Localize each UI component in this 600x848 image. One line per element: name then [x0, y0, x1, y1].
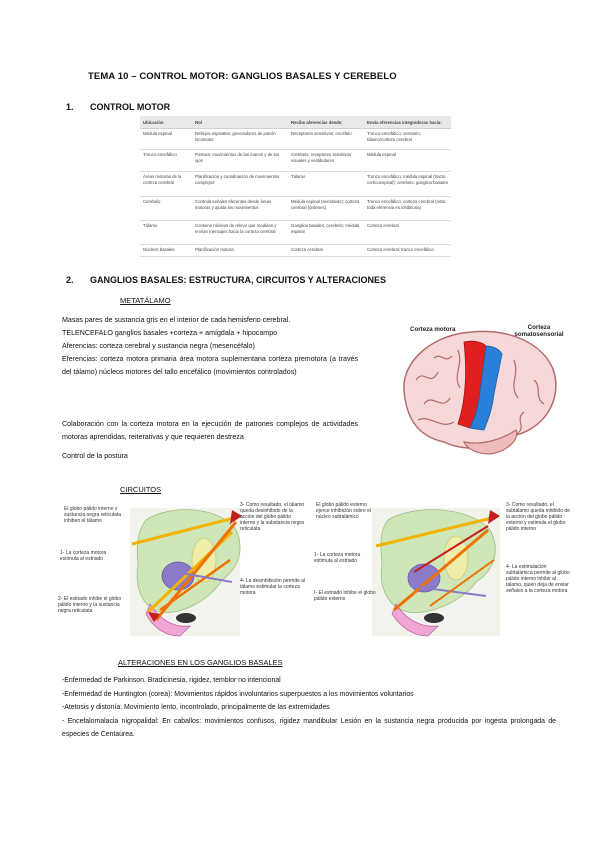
circuit-left-caption-0: El globo pálido interno y sustancia negra reticulata inhiben el tálamo [64, 506, 121, 524]
table-cell: Contiene núcleos de relevo que modulan y envían mensajes hacia la corteza cerebral [192, 221, 288, 245]
table-cell: Tálamo [140, 221, 192, 245]
circuit-right-caption-1: 1- La corteza motora estimula al estriado [314, 552, 361, 564]
table-cell: Corteza cerebral [364, 221, 451, 245]
table-row [140, 197, 451, 221]
table-cell: Áreas motoras de la corteza cerebral [140, 172, 192, 197]
brain-figure [394, 320, 564, 456]
alteraciones-list [62, 674, 556, 742]
table-row [140, 172, 451, 197]
label-motor-cortex: Corteza motora [410, 326, 456, 333]
table-row [140, 221, 451, 245]
table-cell: Cerebelo [140, 197, 192, 221]
table-cell: Tronco encefálico; cerebelo; tálamo/corteza cerebral [364, 129, 451, 150]
table-header-cell: Ubicación [140, 116, 192, 129]
circuit-left-caption-4: 4- La desinhibición permite al tálamo estimular la corteza motora [240, 578, 306, 596]
table-cell: Cerebelo; receptores sensitivos visuales y vestibulares [288, 150, 364, 172]
label-somatosensory-cortex: Corteza somatosensorial [514, 324, 564, 338]
table-cell: Corteza cerebral [288, 245, 364, 257]
table-row [140, 150, 451, 172]
table-cell: Tronco encefálico [140, 150, 192, 172]
list-item: -Enfermedad de Parkinson. Bradicinesia, rigidez, temblor no intencional [62, 677, 281, 684]
table-cell: Controla señales eferentes desde áreas motoras y ajusta los movimientos [192, 197, 288, 221]
circuit-right-caption-0: El globo pálido externo ejerce inhibición sobre el núcleo subtalámico [316, 502, 372, 520]
circuit-right-caption-4: 4- La estimulación subtalámica permite al globo pálido interno inhibir al tálamo, quien deja de enviar señales a la corteza motora [506, 564, 570, 594]
table-cell: Receptores sensitivos; encéfalo [288, 129, 364, 150]
table-row [140, 245, 451, 257]
metatalamo-line: TELENCEFALO ganglios basales +corteza + amígdala + hipocampo [62, 329, 278, 337]
control-motor-table [140, 116, 451, 257]
metatalamo-line: Masas pares de sustancia gris en el interior de cada hemisferio cerebral. [62, 316, 291, 324]
table-header-cell: Recibe aferencias desde: [288, 116, 364, 129]
circuit-left-caption-3: 3- Como resultado, el tálamo queda desinhibido de la acción del globo pálido interno y la substancia negra reticulata [240, 502, 305, 532]
table-cell: Tálamo [288, 172, 364, 197]
table-row [140, 129, 451, 150]
metatalamo-line: Eferencias: corteza motora primaria área motora suplementaria corteza premotora (a través del tálamo) núcleos motores del tallo encefálico (movimientos controlados) [62, 355, 358, 376]
table-cell: Médula espinal [364, 150, 451, 172]
postura-line: Control de la postura [62, 452, 128, 460]
section-2-number: 2. [66, 275, 74, 285]
table-cell: Núcleos basales [140, 245, 192, 257]
circuit-left-caption-2: 2- El estriado inhibe el globo pálido interno y la sustancia negra reticulata [58, 596, 122, 614]
table-cell: Tronco encefálico; corteza cerebral (nota: toda eferencia es inhibitoria) [364, 197, 451, 221]
table-cell: Tronco encefálico; médula espinal (tracto corticoespinal); cerebelo; ganglios basales [364, 172, 451, 197]
circuit-left-caption-1: 1- La corteza motora estimula al estriado [60, 550, 107, 562]
table-cell: Planificación motora [192, 245, 288, 257]
table-cell: Postura; movimientos de las manos y de los ojos [192, 150, 288, 172]
table-cell: Médula espinal (sensitivas); corteza cerebral (órdenes) [288, 197, 364, 221]
metatalamo-heading: METATÁLAMO [120, 296, 171, 305]
list-item: - Encefalomalacia nigropalidal: En caballos: movimientos confusos, rigidez mandibular Lesión en la sustancia negra producida por ingesta prolongada de especies de Centaurea. [62, 717, 556, 738]
list-item: -Atetosis y distonía: Movimiento lento, incontrolado, principalmente de las extremidades [62, 704, 330, 711]
table-cell: Planificación y coordinación de movimientos complejos [192, 172, 288, 197]
table-header-row [140, 116, 451, 129]
circuit-right-caption-3: 3- Como resultado, el subtálamo queda inhibido de la acción del globo pálido externo y estimula el globo pálido interno [506, 502, 570, 532]
table-cell: Reflejos espinales; generadores de patrón locomotor [192, 129, 288, 150]
brain-illustration [394, 320, 564, 456]
section-2-heading [66, 275, 386, 285]
section-1-title: CONTROL MOTOR [90, 102, 171, 112]
table-cell: Ganglios basales; cerebelo; médula espinal [288, 221, 364, 245]
page-title: TEMA 10 – CONTROL MOTOR: GANGLIOS BASALES Y CEREBELO [88, 71, 397, 82]
alteraciones-heading: ALTERACIONES EN LOS GANGLIOS BASALES [118, 658, 283, 667]
circuitos-heading: CIRCUITOS [120, 485, 162, 494]
list-item: -Enfermedad de Huntington (corea): Movimientos rápidos involuntarios superpuestos a los movimientos voluntarios [62, 690, 414, 698]
section-1-heading [66, 102, 170, 112]
table-cell: Corteza cerebral; tronco encefálico [364, 245, 451, 257]
collab-paragraph: Colaboración con la corteza motora en la ejecución de patrones complejos de actividades motoras aprendidas, reiterativas y que requieren destreza [62, 420, 358, 441]
table-header-cell: Envía eferencias integradoras hacia: [364, 116, 451, 129]
circuit-right-caption-2: I- El estriado inhibe el globo pálido externo [314, 590, 376, 602]
section-2-title: GANGLIOS BASALES: ESTRUCTURA, CIRCUITOS Y ALTERACIONES [90, 275, 387, 285]
table-header-cell: Rol [192, 116, 288, 129]
metatalamo-line: Aferencias: corteza cerebral y sustancia negra (mesencéfalo) [62, 342, 255, 350]
metatalamo-text [62, 314, 358, 379]
table-cell: Médula espinal [140, 129, 192, 150]
section-1-number: 1. [66, 102, 74, 112]
